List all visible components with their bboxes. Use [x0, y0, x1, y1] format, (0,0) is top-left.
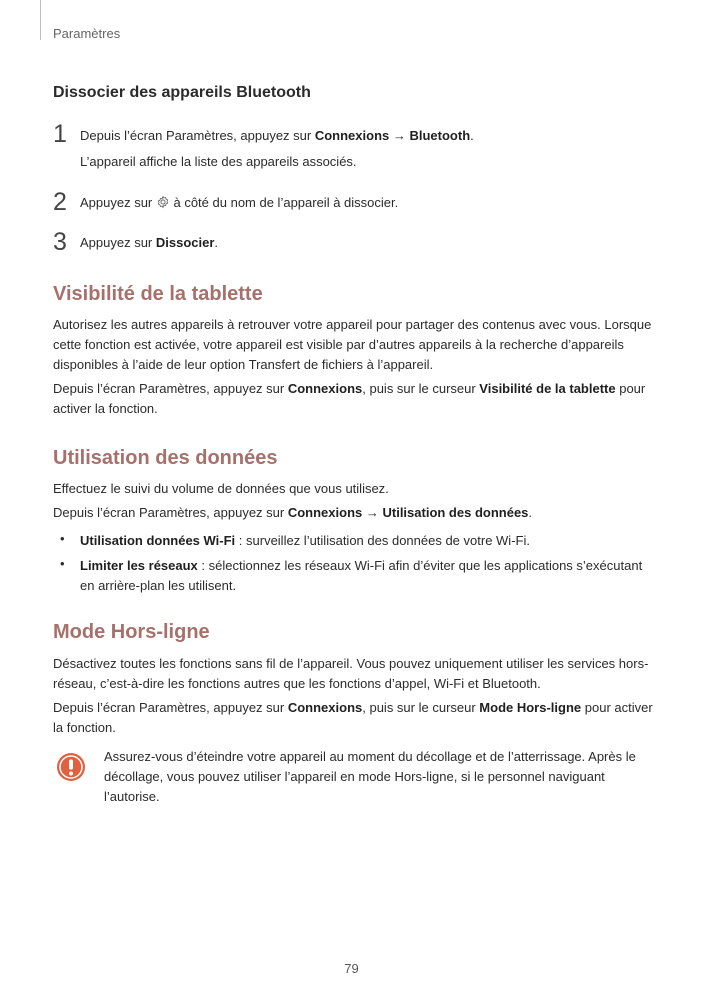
subsection-title-dissocier: Dissocier des appareils Bluetooth: [53, 84, 311, 101]
donnees-paragraph-2: Depuis l’écran Paramètres, appuyez sur Connexions → Utilisation des données.: [53, 505, 533, 520]
step-number-1: 1: [53, 120, 67, 148]
step-1-subtext: L’appareil affiche la liste des appareils associés.: [80, 154, 357, 169]
bullet-marker: •: [60, 531, 65, 546]
section-header: Paramètres: [53, 26, 121, 41]
visibilite-paragraph-2: Depuis l’écran Paramètres, appuyez sur Connexions, puis sur le curseur Visibilité de la tablette pour activer la fonction.: [53, 381, 646, 416]
gear-icon: [156, 195, 170, 209]
donnees-paragraph-1: Effectuez le suivi du volume de données que vous utilisez.: [53, 481, 389, 496]
visibilite-paragraph-1: Autorisez les autres appareils à retrouver votre appareil pour partager des contenus avec vous. Lorsque cette fonction est activée, votre appareil est visible par d’autres appareils à la recherche d’appareils disponibles à l’aide de leur option Transfert de fichiers à l’appareil.: [53, 317, 652, 372]
section-title-visibilite: Visibilité de la tablette: [53, 283, 263, 305]
bullet-item: Limiter les réseaux : sélectionnez les réseaux Wi-Fi afin d’éviter que les applications s’exécutant en arrière-plan les utilisent.: [80, 558, 643, 593]
hors-ligne-paragraph-2: Depuis l’écran Paramètres, appuyez sur Connexions, puis sur le curseur Mode Hors-ligne pour activer la fonction.: [53, 700, 653, 735]
step-3-text: Appuyez sur Dissocier.: [80, 235, 219, 250]
step-number-2: 2: [53, 188, 67, 216]
header-rule: [40, 0, 41, 40]
bullet-marker: •: [60, 556, 65, 571]
hors-ligne-paragraph-1: Désactivez toutes les fonctions sans fil de l’appareil. Vous pouvez uniquement utiliser les services hors-réseau, c’est-à-dire les fonctions autres que les fonctions d’appel, Wi-Fi et Bluetooth.: [53, 656, 649, 691]
section-title-donnees: Utilisation des données: [53, 447, 278, 469]
step-1-text: Depuis l’écran Paramètres, appuyez sur Connexions → Bluetooth.: [80, 128, 474, 143]
page-number: 79: [344, 961, 359, 976]
warning-note: Assurez-vous d’éteindre votre appareil au moment du décollage et de l’atterrissage. Après le décollage, vous pouvez utiliser l’appareil en mode Hors-ligne, si le personnel naviguant l’autorise.: [104, 749, 636, 804]
step-2-text: Appuyez sur à côté du nom de l’appareil à dissocier.: [80, 195, 399, 210]
step-number-3: 3: [53, 228, 67, 256]
bullet-item: Utilisation données Wi-Fi : surveillez l’utilisation des données de votre Wi-Fi.: [80, 533, 530, 548]
section-title-hors-ligne: Mode Hors-ligne: [53, 621, 210, 643]
warning-icon: [56, 752, 86, 782]
